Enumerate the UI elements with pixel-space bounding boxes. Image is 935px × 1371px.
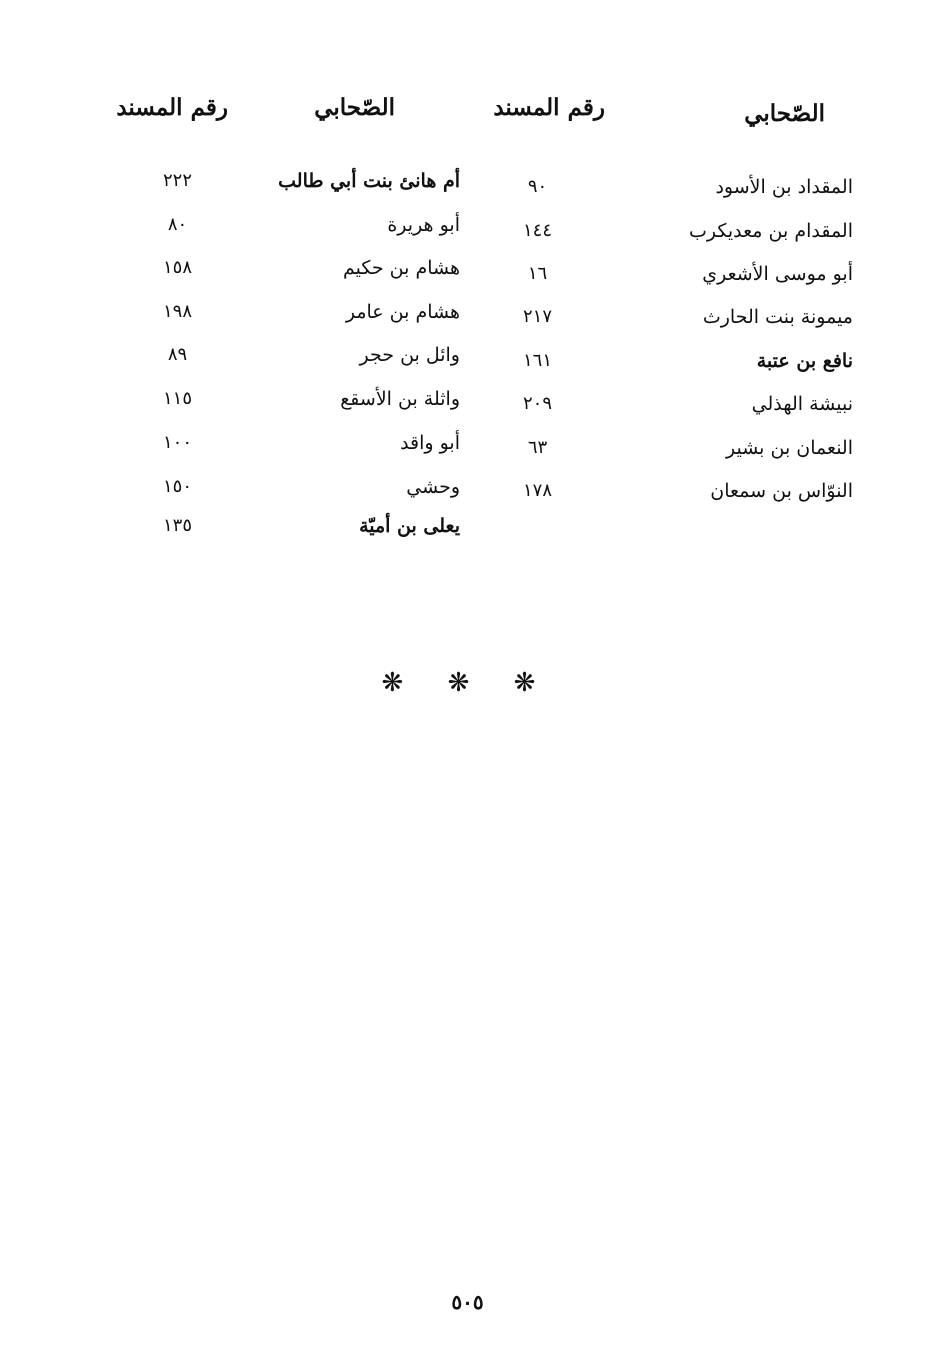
table-row — [0, 515, 935, 555]
table-row — [0, 214, 935, 254]
section-separator-ornament: ❋ ❋ ❋ — [381, 668, 554, 698]
companion-name: ميمونة بنت الحارث — [702, 306, 853, 328]
table-row — [0, 432, 935, 472]
musnad-number: ٢٢٢ — [162, 170, 192, 191]
musnad-number: ٦٣ — [527, 437, 548, 458]
musnad-number: ٨٩ — [167, 344, 188, 365]
table-row — [0, 301, 935, 341]
musnad-number: ٨٠ — [167, 214, 188, 235]
header-companion-right: الصّحابي — [744, 100, 825, 127]
musnad-number: ٢٠٩ — [522, 393, 552, 414]
table-row — [0, 476, 935, 516]
musnad-number: ١٤٤ — [522, 220, 552, 241]
companion-name: وحشي — [406, 476, 460, 498]
companion-name: أبو موسى الأشعري — [702, 263, 853, 285]
companion-name: المقدام بن معديكرب — [689, 220, 853, 242]
musnad-number: ١٧٨ — [522, 480, 552, 501]
table-row — [0, 344, 935, 384]
table-row — [0, 170, 935, 210]
musnad-number: ٢١٧ — [522, 306, 552, 327]
companion-name: نافع بن عتبة — [756, 350, 853, 372]
musnad-number: ١٩٨ — [162, 301, 192, 322]
companion-name: نبيشة الهذلي — [751, 393, 853, 415]
companion-name: النعمان بن بشير — [726, 437, 853, 459]
header-companion-left: الصّحابي — [314, 94, 395, 121]
musnad-number: ١١٥ — [162, 388, 192, 409]
header-musnad-number-left: رقم المسند — [116, 94, 228, 121]
musnad-number: ١٦١ — [522, 350, 552, 371]
musnad-number: ١٣٥ — [162, 515, 192, 536]
companion-name: هشام بن حكيم — [343, 257, 460, 279]
musnad-number: ١٠٠ — [162, 432, 192, 453]
companion-name: النوّاس بن سمعان — [710, 480, 853, 502]
musnad-number: ١٥٨ — [162, 257, 192, 278]
companion-name: أم هانئ بنت أبي طالب — [278, 170, 460, 192]
musnad-number: ١٦ — [527, 263, 548, 284]
table-row — [0, 388, 935, 428]
page-number: ٥٠٥ — [451, 1290, 484, 1314]
companion-name: أبو هريرة — [387, 214, 460, 236]
companion-name: المقداد بن الأسود — [715, 176, 853, 198]
table-row — [0, 257, 935, 297]
musnad-number: ٩٠ — [527, 176, 548, 197]
header-musnad-number-right: رقم المسند — [493, 94, 605, 121]
companion-name: أبو واقد — [400, 432, 460, 454]
companion-name: هشام بن عامر — [345, 301, 460, 323]
companion-name: يعلى بن أميّة — [359, 515, 460, 537]
companion-name: واثلة بن الأسقع — [340, 388, 460, 410]
companion-name: وائل بن حجر — [359, 344, 460, 366]
musnad-number: ١٥٠ — [162, 476, 192, 497]
